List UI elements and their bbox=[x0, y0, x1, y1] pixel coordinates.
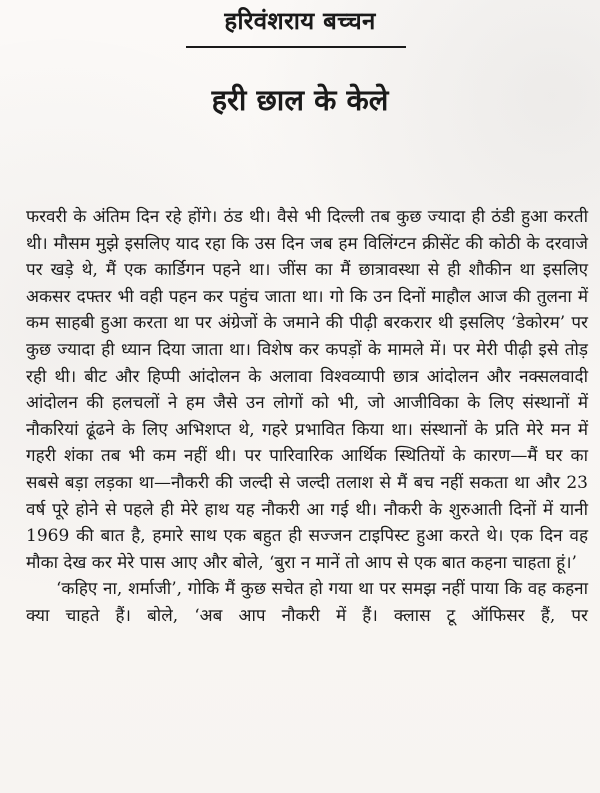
story-title: हरी छाल के केले bbox=[211, 83, 389, 117]
author-underline bbox=[186, 46, 406, 48]
paragraph-2: ‘कहिए ना, शर्माजी’, गोकि मैं कुछ सचेत हो गया था पर समझ नहीं पाया कि वह कहना क्या चाहते हैं। बोले, ‘अब आप नौकरी में हैं। क्लास टू ऑफिसर हैं, पर bbox=[26, 579, 588, 626]
author-name: हरिवंशराय बच्चन bbox=[224, 6, 376, 35]
body-text bbox=[26, 204, 588, 630]
paragraph-1: फरवरी के अंतिम दिन रहे होंगे। ठंड थी। वैसे भी दिल्ली तब कुछ ज्यादा ही ठंडी हुआ करती थी। मौसम मुझे इसलिए याद रहा कि उस दिन जब हम विलिंग्टन क्रीसेंट की कोठी के दरवाजे पर खड़े थे, मैं एक कार्डिगन पहने था। जींस का मैं छात्रावस्था से ही शौकीन था इसलिए अकसर दफ्तर भी वही पहन कर पहुंच जाता था। गो कि उन दिनों माहौल आज की तुलना में कम साहबी हुआ करता था पर अंग्रेजों के जमाने की पीढ़ी बरकरार थी इसलिए ‘डेकोरम’ पर कुछ ज्यादा ही ध्यान दिया जाता था। विशेष कर कपड़ों के मामले में। पर मेरी पीढ़ी इसे तोड़ रही थी। बीट और हिप्पी आंदोलन के अलावा विश्वव्यापी छात्र आंदोलन और नक्सलवादी आंदोलन की हलचलों ने हम जैसे उन लोगों को भी, जो आजीविका के लिए संस्थानों में नौकरियां ढूंढने के लिए अभिशप्त थे, गहरे प्रभावित किया था। संस्थानों के प्रति मेरे मन में गहरी शंका तब भी कम नहीं थी। पर पारिवारिक आर्थिक स्थितियों के कारण—मैं घर का सबसे बड़ा लड़का था—नौकरी की जल्दी से जल्दी तलाश से मैं बच नहीं सकता था और 23 वर्ष पूरे होने से पहले ही मेरे हाथ यह नौकरी आ गई थी। नौकरी के शुरुआती दिनों में यानी 1969 की बात है, हमारे साथ एक बहुत ही सज्जन टाइपिस्ट हुआ करते थे। एक दिन वह मौका देख कर मेरे पास आए और बोले, ‘बुरा न मानें तो आप से एक बात कहना चाहता हूं।’ bbox=[26, 207, 588, 573]
